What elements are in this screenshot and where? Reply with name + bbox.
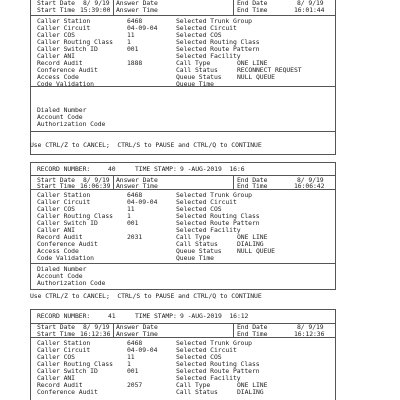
row-divider [30, 323, 336, 324]
record-number-label: RECORD NUMBER: [37, 165, 91, 173]
end-date-value: 8/ 9/19 [297, 323, 324, 331]
field-label: Code Validation [37, 254, 94, 262]
start-time-label: Start Time [37, 330, 75, 338]
field-label: Access Code [37, 73, 79, 81]
field-label: Call Type [176, 233, 211, 241]
column-divider [233, 323, 234, 337]
end-time-label: End Time [237, 182, 268, 190]
field-label: Selected Facility [176, 52, 241, 60]
field-label: Account Code [37, 272, 83, 280]
field-value: ONE LINE [237, 59, 268, 67]
field-value: 001 [127, 219, 139, 227]
column-divider [113, 0, 114, 15]
answer-time-label: Answer Time [116, 330, 158, 338]
field-label: Selected Routing Class [176, 212, 260, 220]
terminal-prompt: Use CTRL/Z to CANCEL; CTRL/S to PAUSE and CTRL/Q to CONTINUE [30, 141, 262, 149]
field-label: Caller Station [37, 191, 91, 199]
row-divider [30, 337, 336, 338]
end-time-label: End Time [237, 330, 268, 338]
field-value: 04-09-04 [127, 198, 158, 206]
field-label: Queue Status [176, 73, 222, 81]
field-value: 1 [127, 360, 131, 368]
field-label: Selected Route Pattern [176, 45, 260, 53]
field-value: 1 [127, 38, 131, 46]
field-value: 001 [127, 45, 139, 53]
field-label: Call Status [176, 388, 218, 396]
field-label: Account Code [37, 113, 83, 121]
field-label: Selected Route Pattern [176, 367, 260, 375]
field-label: Selected Circuit [176, 346, 237, 354]
field-value: NULL QUEUE [237, 73, 275, 81]
time-stamp-value: 9 -AUG-2019 16:12 [180, 312, 249, 320]
field-label: Call Type [176, 59, 211, 67]
field-label: Caller ANI [37, 374, 75, 382]
field-label: Selected Facility [176, 226, 241, 234]
field-label: Record Audit [37, 381, 83, 389]
start-time-value: 15:39:00 [80, 6, 111, 14]
column-divider [113, 175, 114, 189]
field-label: Selected Facility [176, 374, 241, 382]
field-label: Queue Status [176, 247, 222, 255]
field-label: Caller ANI [37, 226, 75, 234]
field-label: Dialed Number [37, 106, 87, 114]
field-label: Selected Circuit [176, 198, 237, 206]
start-date-value: 8/ 9/19 [83, 0, 110, 7]
field-label: Caller Switch ID [37, 367, 98, 375]
field-label: Call Type [176, 381, 211, 389]
field-label: Conference Audit [37, 66, 98, 74]
field-label: Selected Route Pattern [176, 219, 260, 227]
field-label: Caller Routing Class [37, 212, 113, 220]
field-value: ONE LINE [237, 233, 268, 241]
row-divider [30, 15, 336, 16]
end-time-label: End Time [237, 6, 268, 14]
start-time-label: Start Time [37, 6, 75, 14]
field-label: Queue Time [176, 80, 214, 88]
field-label: Selected Circuit [176, 24, 237, 32]
field-value: 001 [127, 367, 139, 375]
end-time-value: 16:06:42 [294, 182, 325, 190]
terminal-prompt: Use CTRL/Z to CANCEL; CTRL/S to PAUSE and CTRL/Q to CONTINUE [30, 292, 262, 300]
record-number-value: 41 [108, 312, 116, 320]
field-label: Authorization Code [37, 279, 106, 287]
start-time-value: 16:12:36 [80, 330, 111, 338]
field-label: Selected Trunk Group [176, 191, 252, 199]
field-value: 6468 [127, 191, 143, 199]
field-label: Caller Switch ID [37, 219, 98, 227]
field-label: Caller Station [37, 339, 91, 347]
time-stamp-label: TIME STAMP: [135, 165, 177, 173]
row-divider [30, 175, 336, 176]
start-date-label: Start Date [37, 176, 75, 184]
answer-date-label: Answer Date [116, 0, 158, 7]
row-divider [30, 131, 336, 132]
field-label: Caller Routing Class [37, 360, 113, 368]
row-divider [30, 189, 336, 190]
field-label: Caller Routing Class [37, 38, 113, 46]
field-label: Authorization Code [37, 120, 106, 128]
time-stamp-label: TIME STAMP: [135, 312, 177, 320]
field-label: Selected COS [176, 353, 222, 361]
start-date-label: Start Date [37, 323, 75, 331]
end-date-label: End Date [237, 0, 268, 7]
field-value: RECONNECT REQUEST [237, 66, 302, 74]
end-date-value: 8/ 9/19 [297, 176, 324, 184]
answer-time-label: Answer Time [116, 182, 158, 190]
answer-date-label: Answer Date [116, 176, 158, 184]
field-value: ONE LINE [237, 381, 268, 389]
field-label: Caller COS [37, 31, 75, 39]
field-value: 04-09-04 [127, 346, 158, 354]
start-date-value: 8/ 9/19 [83, 323, 110, 331]
start-time-value: 16:06:39 [80, 182, 111, 190]
field-label: Selected Trunk Group [176, 339, 252, 347]
field-label: Queue Time [176, 254, 214, 262]
end-time-value: 16:01:44 [294, 6, 325, 14]
field-label: Conference Audit [37, 240, 98, 248]
record-number-value: 40 [108, 165, 116, 173]
end-time-value: 16:12:36 [294, 330, 325, 338]
field-label: Caller Circuit [37, 346, 91, 354]
end-date-value: 8/ 9/19 [297, 0, 324, 7]
record-number-label: RECORD NUMBER: [37, 312, 91, 320]
column-divider [233, 175, 234, 189]
field-label: Dialed Number [37, 265, 87, 273]
field-value: 2057 [127, 381, 143, 389]
field-value: 1 [127, 212, 131, 220]
field-label: Caller Station [37, 17, 91, 25]
start-date-label: Start Date [37, 0, 75, 7]
end-date-label: End Date [237, 323, 268, 331]
field-label: Caller Switch ID [37, 45, 98, 53]
field-value: 11 [127, 205, 135, 213]
field-value: 6468 [127, 339, 143, 347]
start-date-value: 8/ 9/19 [83, 176, 110, 184]
column-divider [113, 323, 114, 337]
field-label: Selected Routing Class [176, 38, 260, 46]
time-stamp-value: 9 -AUG-2019 16:6 [180, 165, 245, 173]
start-time-label: Start Time [37, 182, 75, 190]
field-value: DIALING [237, 240, 264, 248]
field-value: 11 [127, 31, 135, 39]
field-label: Caller Circuit [37, 198, 91, 206]
field-label: Selected COS [176, 205, 222, 213]
field-label: Caller ANI [37, 52, 75, 60]
field-label: Selected COS [176, 31, 222, 39]
field-label: Record Audit [37, 233, 83, 241]
field-value: 1888 [127, 59, 143, 67]
field-label: Record Audit [37, 59, 83, 67]
field-label: Caller COS [37, 205, 75, 213]
field-value: 11 [127, 353, 135, 361]
field-value: 6468 [127, 17, 143, 25]
field-value: 2031 [127, 233, 143, 241]
field-label: Code Validation [37, 80, 94, 88]
field-label: Call Status [176, 240, 218, 248]
end-date-label: End Date [237, 176, 268, 184]
field-value: NULL QUEUE [237, 247, 275, 255]
field-label: Access Code [37, 247, 79, 255]
answer-time-label: Answer Time [116, 6, 158, 14]
field-label: Selected Trunk Group [176, 17, 252, 25]
column-divider [233, 0, 234, 15]
field-value: 04-09-04 [127, 24, 158, 32]
field-value: DIALING [237, 388, 264, 396]
field-label: Conference Audit [37, 388, 98, 396]
field-label: Caller Circuit [37, 24, 91, 32]
field-label: Call Status [176, 66, 218, 74]
field-label: Selected Routing Class [176, 360, 260, 368]
field-label: Caller COS [37, 353, 75, 361]
answer-date-label: Answer Date [116, 323, 158, 331]
row-divider [30, 263, 336, 264]
